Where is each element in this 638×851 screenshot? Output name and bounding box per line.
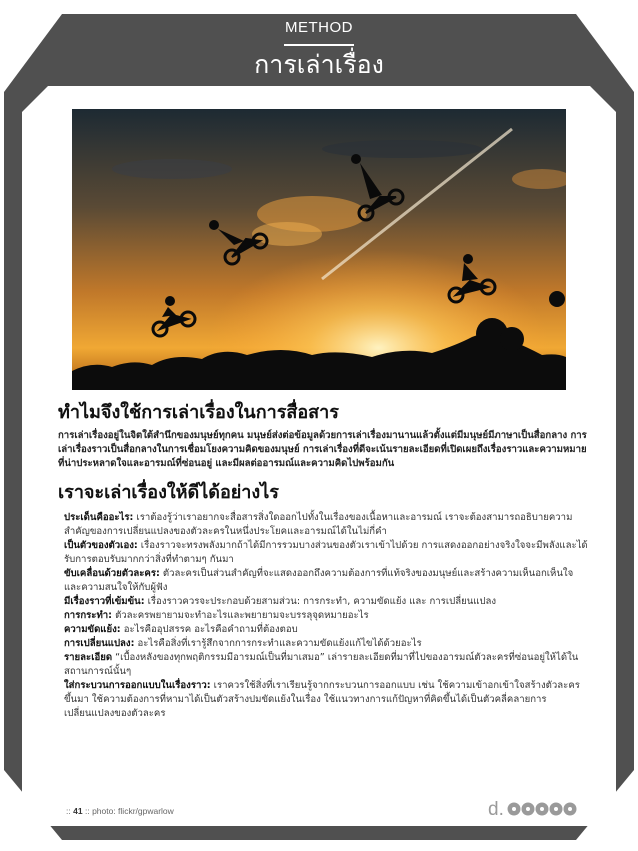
list-item: รายละเอียด “เบื้องหลังของทุกพฤติกรรมมีอารมณ์เป็นที่มาเสมอ” เล่ารายละเอียดที่มาที่ไปของอารมณ์ตัวละครที่ซ่อนอยู่ให้ได้ในสถานการณ์นั้นๆ [64,652,579,677]
list-item: มีเรื่องราวที่เข้มข้น: เรื่องราวควรจะประกอบด้วยสามส่วน: การกระทำ, ความขัดแย้ง และ การเปลี่ยนแปลง [64,596,497,607]
footer-prefix: :: [66,806,71,816]
list-item: การกระทำ: ตัวละครพยายามจะทำอะไรและพยายามจะบรรลุจุดหมายอะไร [64,610,369,621]
list-item: ความขัดแย้ง: อะไรคืออุปสรรค อะไรคือคำถามที่ต้องตอบ [64,624,298,635]
list-item: เป็นตัวของตัวเอง: เรื่องราวจะทรงพลังมากถ้าได้มีการรวมบางส่วนของตัวเราเข้าไปด้วย การแสดงออกอย่างจริงใจจะมีพลังและได้รับการตอบรับมากกว่าสิ่งที่ทำตามๆ กันมา [64,540,588,565]
tips-list [64,511,588,721]
logo-letter: d. [488,799,504,819]
motocross-photo [72,109,566,390]
paragraph-why-storytelling: การเล่าเรื่องอยู่ในจิตใต้สำนึกของมนุษย์ทุกคน มนุษย์ส่งต่อข้อมูลด้วยการเล่าเรื่องมานานแล้วตั้งแต่มีมนุษย์มีภาษาเป็นสื่อกลาง การเล่าเรื่องราวเป็นสื่อกลางในการเชื่อมโยงความคิดของมนุษย์ การเล่าเรื่องที่ดีจะเน้นรายละเอียดที่เปิดเผยถึงเรื่องราวและความหมายที่น่าประหลาดใจและอารมณ์ที่ซ่อนอยู่ และมีผลต่ออารมณ์และความคิดไปพร้อมกัน [58,430,587,469]
list-item: ขับเคลื่อนด้วยตัวละคร: ตัวละครเป็นส่วนสำคัญที่จะแสดงออกถึงความต้องการที่แท้จริงของมนุษย์และสร้างความเห็นอกเห็นใจและความสนใจให้กับผู้ฟัง [64,568,574,593]
list-item: ประเด็นคืออะไร: เราต้องรู้ว่าเราอยากจะสื่อสารสิ่งใดออกไปทั้งในเรื่องของเนื้อหาและอารมณ์ เราจะต้องสามารถอธิบายความสำคัญของการเปลี่ยนแปลงของตัวละครในหนึ่งประโยคและอารมณ์ได้ในไม่กี่คำ [64,512,573,537]
list-item: การเปลี่ยนแปลง: อะไรคือสิ่งที่เรารู้สึกจากการกระทำและความขัดแย้งแก้ไขได้ด้วยอะไร [64,638,422,649]
list-item: ใส่กระบวนการออกแบบในเรื่องราว: เราควรใช้สิ่งที่เราเรียนรู้จากกระบวนการออกแบบ เช่น ใช้ความเข้าอกเข้าใจสร้างตัวละครขึ้นมา ใช้ความต้องการที่หามาได้เป็นตัวสร้างปมขัดแย้งในเรื่อง ใช้แนวทางการแก้ปัญหาที่คิดขึ้นได้เป็นตัวคลี่คลายการเปลี่ยนแปลงของตัวละคร [64,680,580,719]
heading-how-to-tell: เราจะเล่าเรื่องให้ดีได้อย่างไร [58,482,279,503]
photo-credit: photo: flickr/gpwarlow [92,806,174,816]
page-footer [66,806,174,816]
footer-separator: :: [84,806,90,816]
title-rule [284,44,354,46]
section-label: METHOD [285,19,353,36]
page-title: การเล่าเรื่อง [254,50,384,79]
dschool-logo-icon [488,797,583,819]
page-number: 41 [73,806,83,816]
heading-why-storytelling: ทำไมจึงใช้การเล่าเรื่องในการสื่อสาร [58,402,339,423]
